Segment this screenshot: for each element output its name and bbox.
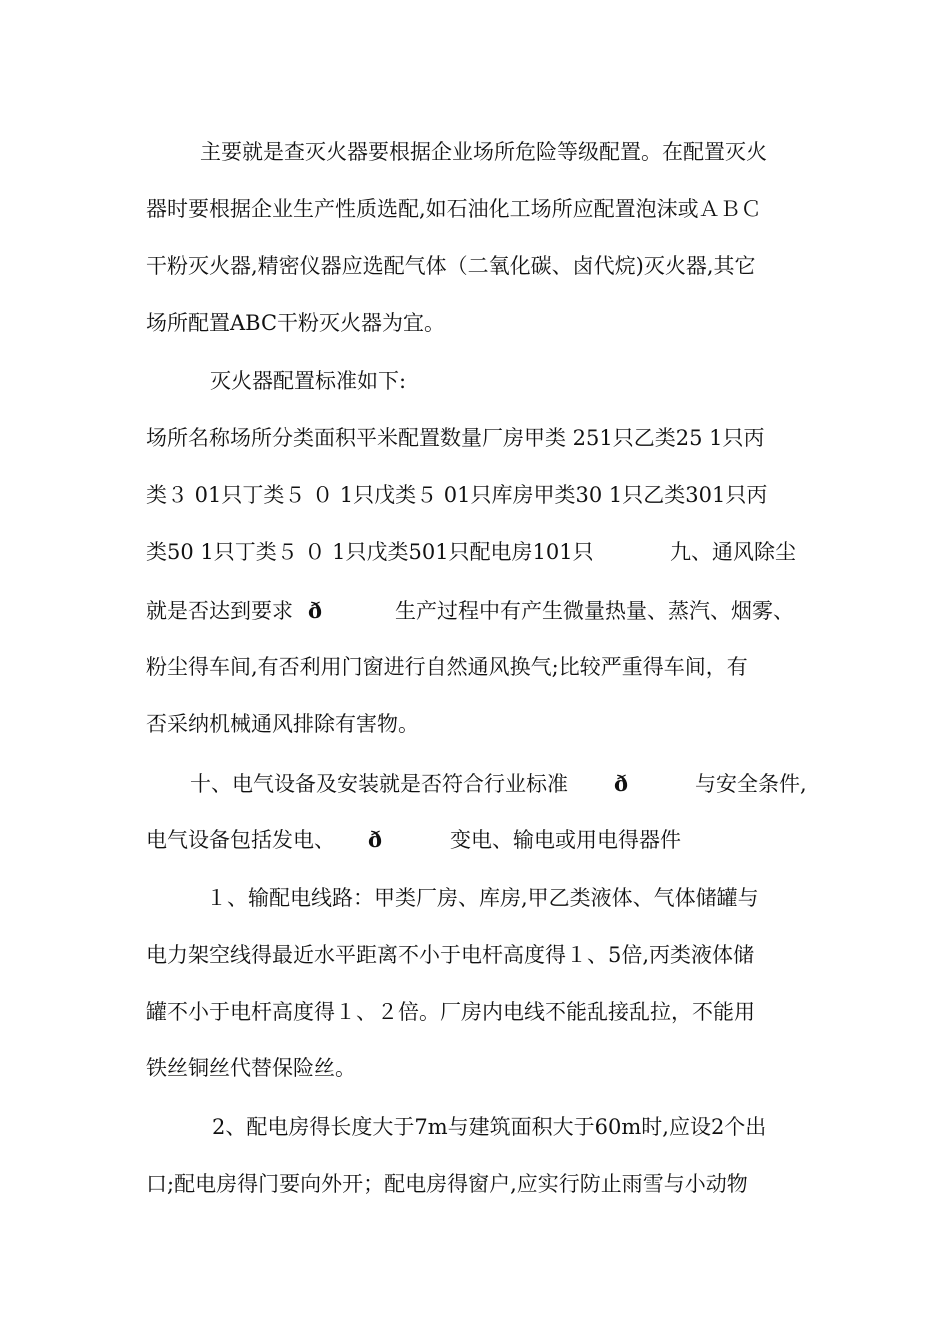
paragraph-6-line-3: 罐不小于电杆高度得１、２倍。厂房内电线不能乱接乱拉，不能用 xyxy=(146,1000,755,1024)
paragraph-4-line-1-text-b: 生产过程中有产生微量热量、蒸汽、烟雾、 xyxy=(395,599,794,623)
paragraph-6-line-4: 铁丝铜丝代替保险丝。 xyxy=(146,1056,356,1080)
symbol-glyph: ð xyxy=(308,598,323,623)
paragraph-4-line-3: 否采纳机械通风排除有害物。 xyxy=(146,712,419,736)
paragraph-5-line-2-text-a: 电气设备包括发电、 xyxy=(146,828,335,852)
paragraph-4-line-2: 粉尘得车间,有否利用门窗进行自然通风换气;比较严重得车间，有 xyxy=(146,655,748,679)
paragraph-5-line-2-text-b: 变电、输电或用电得器件 xyxy=(450,828,681,852)
paragraph-5-line-2 xyxy=(146,826,846,854)
paragraph-3-line-3 xyxy=(146,538,846,566)
paragraph-1-line-2: 器时要根据企业生产性质选配,如石油化工场所应配置泡沫或ＡＢＣ xyxy=(146,197,762,221)
paragraph-3-line-2: 类３ 01只丁类５ ０ 1只戊类５ 01只库房甲类30 1只乙类301只丙 xyxy=(146,483,768,507)
paragraph-1-line-4: 场所配置ABC干粉灭火器为宜。 xyxy=(146,311,446,335)
section-heading-ventilation: 九、通风除尘 xyxy=(670,540,796,564)
paragraph-1-line-3: 干粉灭火器,精密仪器应选配气体（二氧化碳、卤代烷)灭火器,其它 xyxy=(146,254,756,278)
section-heading-electrical: 十、电气设备及安装就是否符合行业标准 xyxy=(190,772,568,796)
paragraph-4-line-1 xyxy=(146,597,846,625)
paragraph-5-line-1 xyxy=(146,770,846,798)
paragraph-1-line-1: 主要就是查灭火器要根据企业场所危险等级配置。在配置灭火 xyxy=(200,140,767,164)
paragraph-3-line-3-text: 类50 1只丁类５ ０ 1只戊类501只配电房101只 xyxy=(146,540,594,564)
paragraph-6-line-2: 电力架空线得最近水平距离不小于电杆高度得１、5倍,丙类液体储 xyxy=(146,943,755,967)
paragraph-6-line-1: １、输配电线路：甲类厂房、库房,甲乙类液体、气体储罐与 xyxy=(206,886,759,910)
paragraph-5-line-1-text-b: 与安全条件, xyxy=(695,772,807,796)
paragraph-4-line-1-text-a: 就是否达到要求 xyxy=(146,599,293,623)
section-heading-extinguisher-standard: 灭火器配置标准如下: xyxy=(210,369,407,393)
paragraph-3-line-1: 场所名称场所分类面积平米配置数量厂房甲类 251只乙类25 1只丙 xyxy=(146,426,765,450)
paragraph-7-line-1: 2、配电房得长度大于7m与建筑面积大于60m时,应设2个出 xyxy=(212,1115,767,1139)
symbol-glyph: ð xyxy=(368,827,383,852)
paragraph-7-line-2: 口;配电房得门要向外开；配电房得窗户,应实行防止雨雪与小动物 xyxy=(146,1172,748,1196)
symbol-glyph: ð xyxy=(614,771,629,796)
